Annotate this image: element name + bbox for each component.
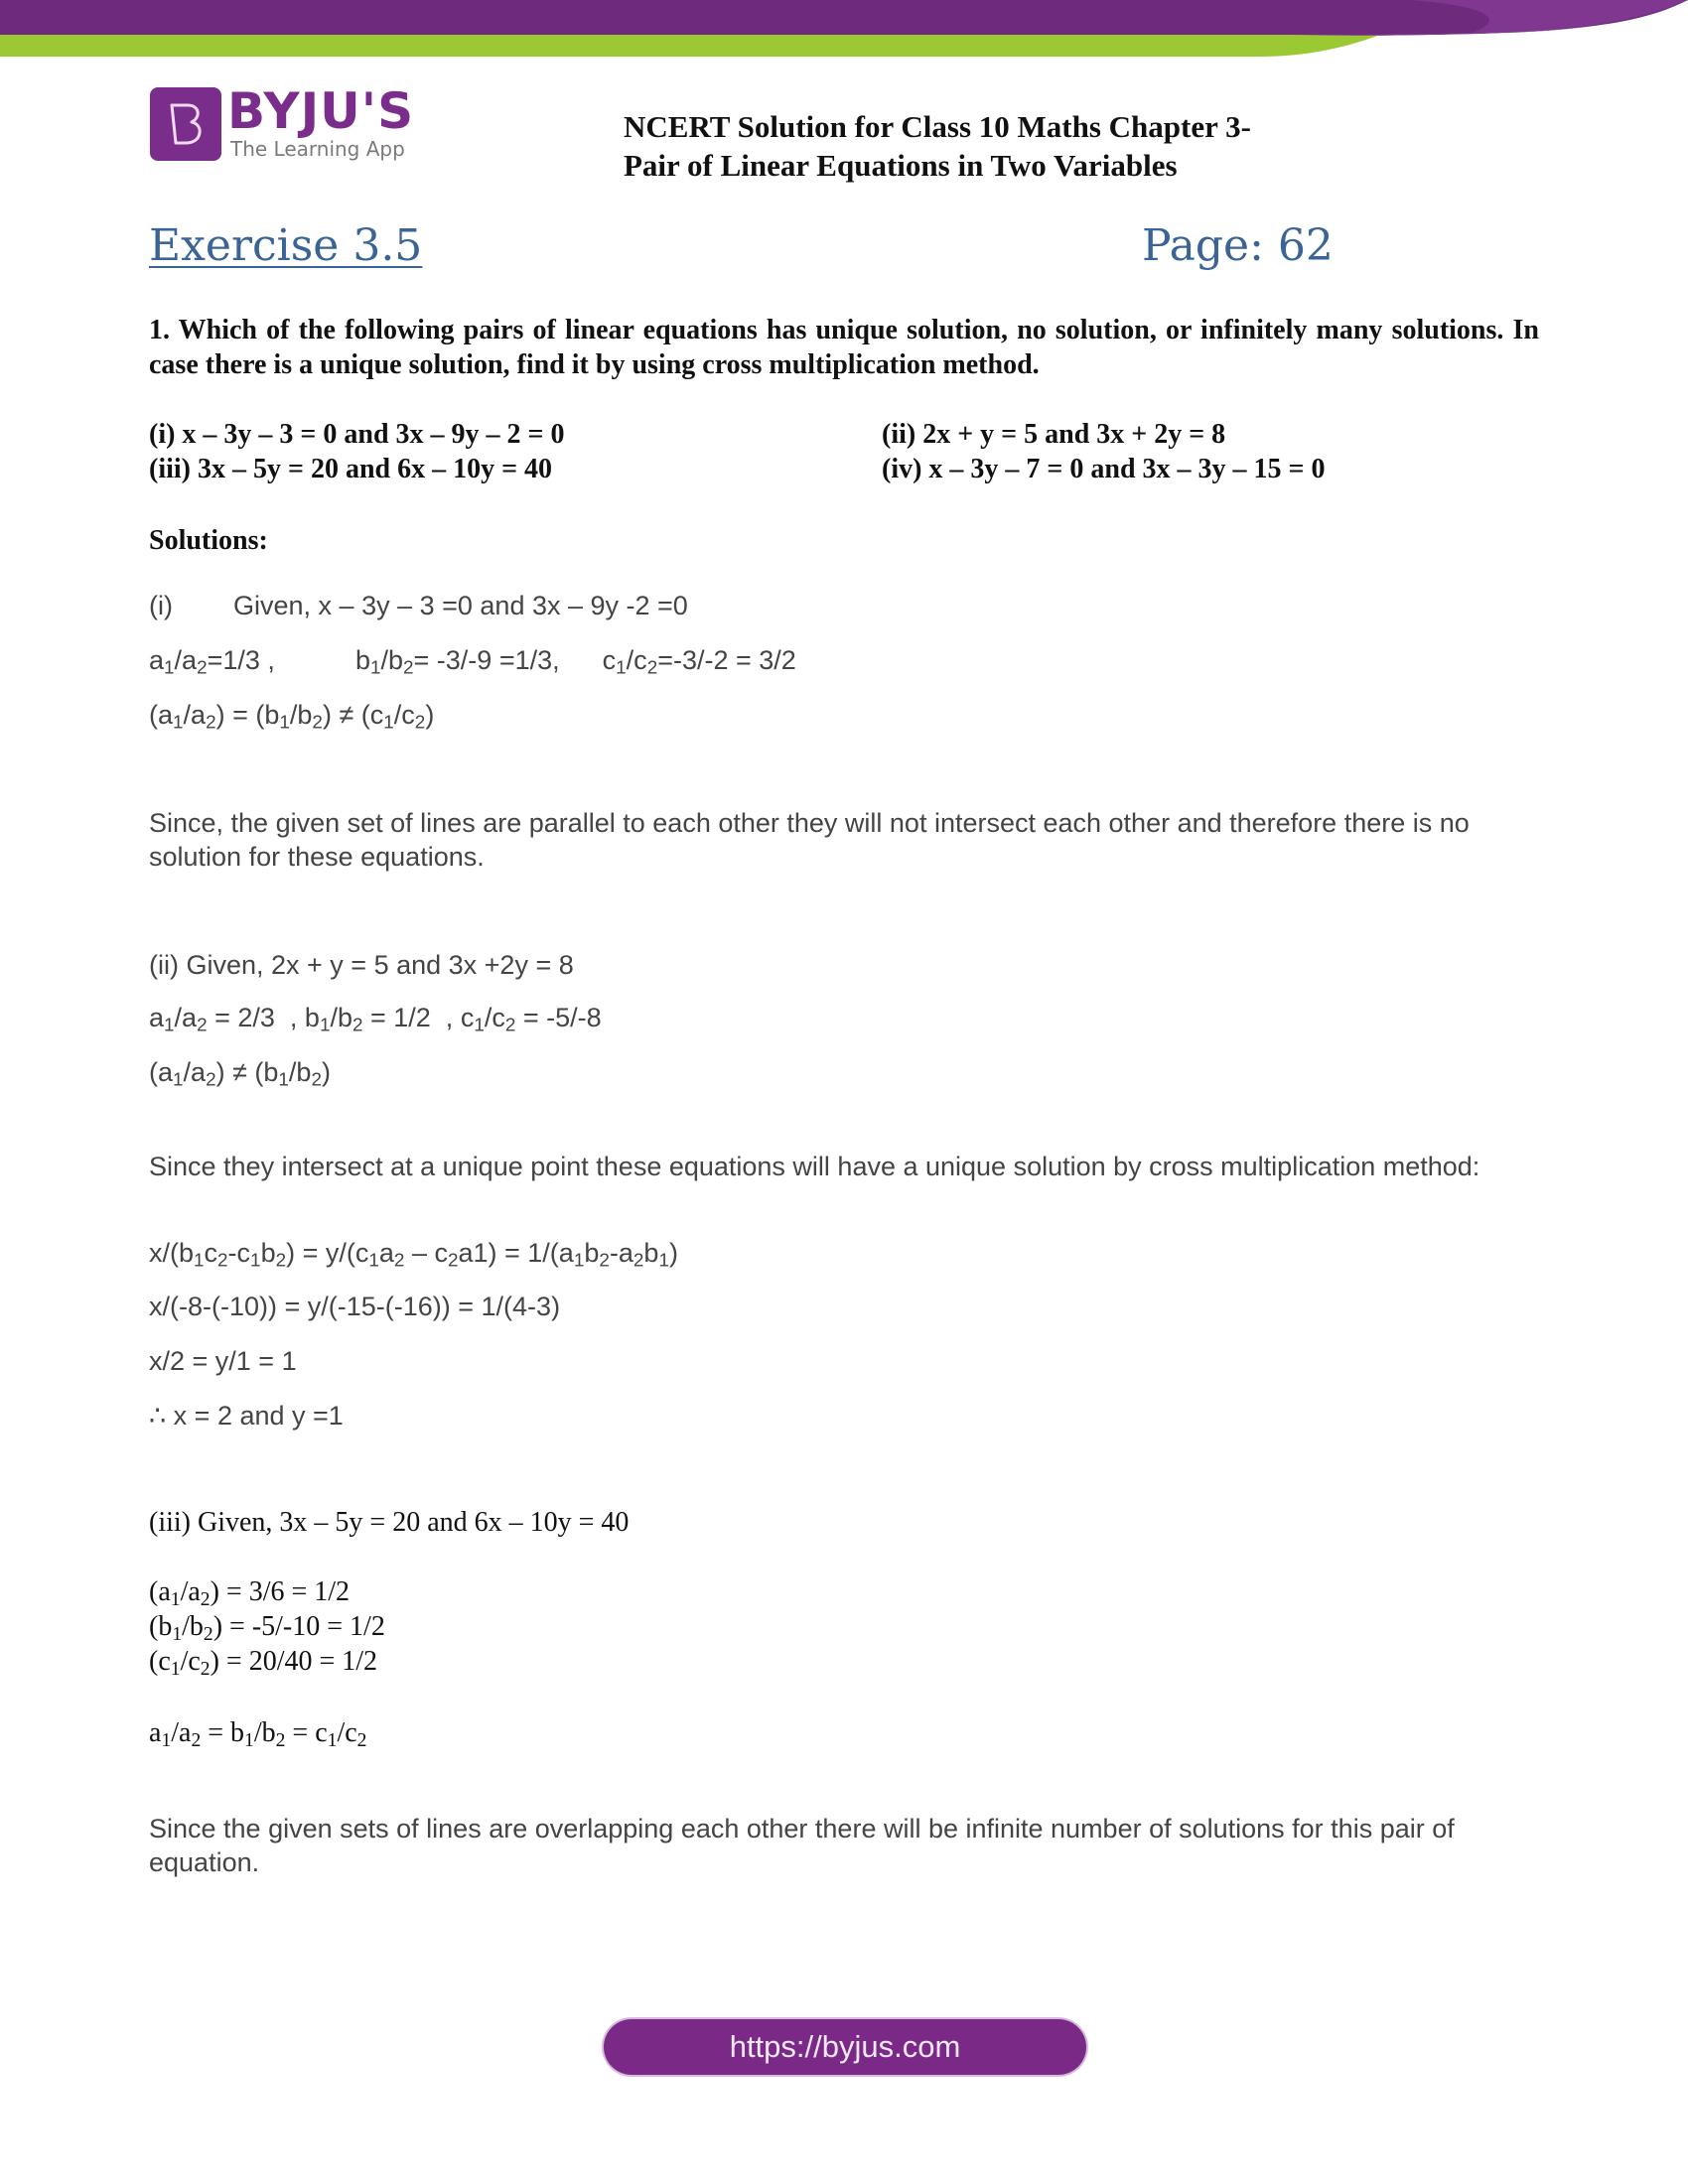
ratio-a-value: = 3/6 = 1/2 [218,1576,351,1607]
ratio-c-label: $c_1/c_2$ [602,645,658,679]
top-banner [0,0,1688,69]
website-url[interactable]: https://byjus.com [729,2029,961,2064]
solution-ii-relation: $(a_1/a_2) \ne (b_1/b_2)$ [149,1057,331,1091]
document-title [624,107,1251,185]
ratio-c-value: = -5/-8 [515,1003,602,1032]
ratio-b-label: $b_1/b_2$ [354,645,414,679]
solution-iii-given: (iii) Given, 3x – 5y = 20 and 6x – 10y = 40 [149,1507,630,1538]
ratio-c-value: = 20/40 = 1/2 [218,1646,378,1677]
cross-multiplication-substitution: x/(-8-(-10)) = y/(-15-(-16)) = 1/(4-3) [149,1292,561,1321]
solution-iii-ratio-b: $(b_1/b_2) = -5/-10 = 1/2$ [149,1611,385,1645]
solution-iii-ratio-a: $(a_1/a_2) = 3/6 = 1/2$ [149,1576,351,1610]
page-number: Page: 62 [1142,220,1334,271]
solution-i-given: Given, x – 3y – 3 =0 and 3x – 9y -2 =0 [233,591,688,620]
brand-name: BYJU'S [227,82,415,140]
ratio-b-value: = -5/-10 = 1/2 [222,1611,385,1642]
question-part-ii: (ii) 2x + y = 5 and 3x + 2y = 8 [882,419,1226,450]
ratio-a-label: $a_1/a_2$ [149,1003,208,1036]
ratio-a-label: $a_1/a_2$ [149,645,208,679]
solution-iii-conclusion: Since the given sets of lines are overlapping each other there will be infinite number of solutions for this pair of equation. [149,1814,1455,1877]
solution-iii-ratio-c: $(c_1/c_2) = 20/40 = 1/2$ [149,1646,378,1680]
ratio-a-value: =1/3 , [207,645,275,675]
question-text: 1. Which of the following pairs of linear equations has unique solution, no solution, or infinitely many solutions. In case there is a unique solution, find it by using cross multiplication method. [149,315,1539,380]
equals-sign: = [224,700,256,730]
cross-multiplication-simplified: x/2 = y/1 = 1 [149,1346,297,1376]
document-title-line1: NCERT Solution for Class 10 Maths Chapter 3- [624,109,1251,144]
solution-ii-conclusion: Since they intersect at a unique point these equations will have a unique solution by cross multiplication method: [149,1152,1480,1181]
ratio-a-value: = 2/3 , [207,1003,305,1032]
ratio-c-label: $c_1/c_2$ [460,1003,516,1036]
solution-i-marker: (i) [149,591,173,620]
solution-ii-given: (ii) Given, 2x + y = 5 and 3x +2y = 8 [149,950,574,980]
cross-multiplication-formula: $x/(b_1c_2-c_1b_2) = y/(c_1a_2 - c_2a1) = 1/(a_1b_2-a_2b_1)$ [149,1238,678,1272]
solution-i-ratios [149,643,796,677]
document-title-line2: Pair of Linear Equations in Two Variables [624,148,1178,183]
solutions-label: Solutions: [149,525,268,556]
ratio-b-label: $b_1/b_2$ [304,1003,363,1036]
ratio-b-value: = -3/-9 =1/3, [413,645,560,675]
solution-ii-answer: ∴ x = 2 and y =1 [149,1401,344,1431]
question-part-i: (i) x – 3y – 3 = 0 and 3x – 9y – 2 = 0 [149,419,565,450]
solution-i-conclusion: Since, the given set of lines are parallel to each other they will not intersect each other and therefore there is no solution for these equations. [149,808,1470,872]
question-part-iii: (iii) 3x – 5y = 20 and 6x – 10y = 40 [149,454,553,484]
website-link-button[interactable] [604,2019,1086,2075]
question-part-iv: (iv) x – 3y – 7 = 0 and 3x – 3y – 15 = 0 [882,454,1326,484]
exercise-title: Exercise 3.5 [149,220,423,271]
byjus-logo-icon [150,87,221,161]
brand-tagline: The Learning App [230,137,405,161]
solution-i-given-line [149,589,688,622]
solution-ii-ratios [149,1001,602,1034]
solution-i-relation: $(a_1/a_2) = (b_1/b_2) \ne (c_1/c_2)$ [149,700,435,734]
not-equal-sign: ≠ [331,700,361,730]
ratio-b-value: = 1/2 , [362,1003,461,1032]
ratio-c-value: =-3/-2 = 3/2 [657,645,796,675]
logo-b-glyph-icon [166,101,204,147]
solution-iii-relation: $a_1/a_2 = b_1/b_2 = c_1/c_2$ [149,1717,367,1751]
